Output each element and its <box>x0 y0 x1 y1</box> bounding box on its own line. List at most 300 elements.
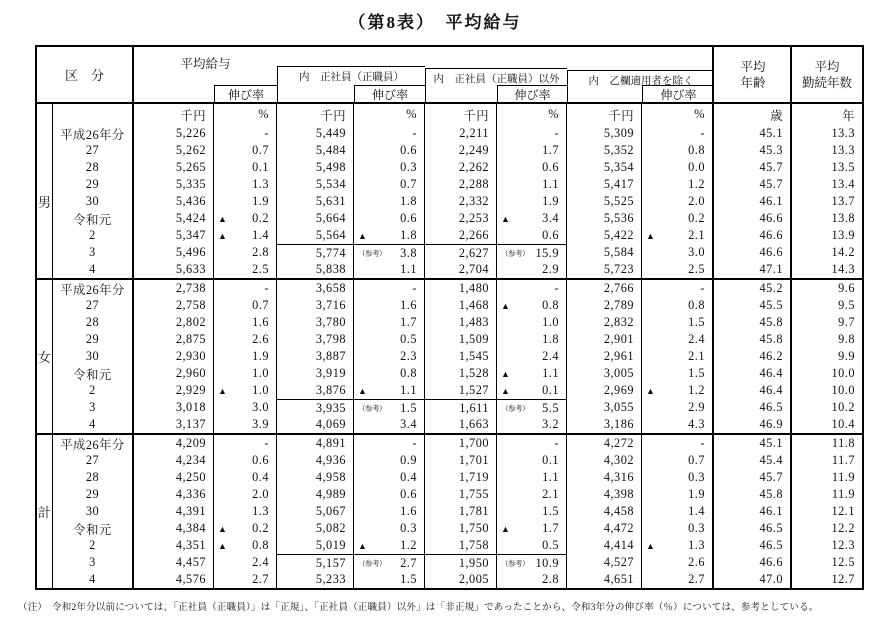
avg-salary-cell: 4,457 <box>134 554 214 571</box>
header-avg-salary: 平均給与 <box>180 57 231 71</box>
regular-rate-cell: - <box>354 435 425 452</box>
excl-otsu-cell: 3,005 <box>567 365 642 382</box>
avg-age-cell: 45.8 <box>714 331 792 348</box>
avg-salary-rate-cell: 0.7 <box>214 142 277 159</box>
unit-non-regular: 千円 <box>425 104 497 125</box>
avg-tenure-cell: 12.7 <box>831 572 855 586</box>
reference-mark: （参考） <box>501 558 529 568</box>
year-cell: 30 <box>53 503 134 520</box>
non-regular-cell: 2,249 <box>425 142 497 159</box>
table-row <box>53 244 862 261</box>
regular-rate-cell: 0.3 <box>354 520 425 537</box>
negative-mark: ▲ <box>501 385 510 396</box>
year-cell: 28 <box>53 469 134 486</box>
non-regular-cell: 1,755 <box>425 486 497 503</box>
avg-salary-cell: 4,234 <box>134 452 214 469</box>
excl-otsu-cell: 3,055 <box>567 399 642 416</box>
avg-age-cell: 45.2 <box>714 280 792 297</box>
excl-otsu-rate-cell: 0.7 <box>642 452 714 469</box>
table-row <box>53 261 862 278</box>
excl-otsu-rate-cell: 1.9 <box>642 486 714 503</box>
unit-excl-otsu-rate: % <box>642 104 714 125</box>
avg-age-cell: 45.8 <box>714 314 792 331</box>
non-regular-cell: 1,758 <box>425 537 497 554</box>
regular-cell: 3,876 <box>277 382 354 399</box>
avg-age-cell: 46.9 <box>714 416 792 433</box>
avg-tenure-cell: 11.9 <box>831 487 855 501</box>
avg-salary-cell: 5,496 <box>134 244 214 261</box>
regular-cell: 5,484 <box>277 142 354 159</box>
regular-rate-cell: 0.6 <box>354 486 425 503</box>
reference-mark: （参考） <box>358 403 386 413</box>
regular-cell: 3,798 <box>277 331 354 348</box>
regular-cell: 3,716 <box>277 297 354 314</box>
table-body <box>37 125 862 588</box>
non-regular-rate-cell: （参考） 10.9 <box>497 554 567 571</box>
avg-salary-rate-cell: 1.3 <box>214 503 277 520</box>
table-row <box>53 280 862 297</box>
avg-tenure-cell: 9.8 <box>838 332 855 346</box>
regular-rate-cell: 0.5 <box>354 331 425 348</box>
regular-cell: 5,564 <box>277 227 354 244</box>
year-cell: 3 <box>53 399 134 416</box>
excl-otsu-cell: 5,536 <box>567 210 642 227</box>
regular-rate-cell: 0.3 <box>354 159 425 176</box>
non-regular-cell: 2,332 <box>425 193 497 210</box>
negative-mark: ▲ <box>646 540 655 551</box>
excl-otsu-rate-cell: 0.8 <box>642 142 714 159</box>
non-regular-rate-cell: 1.1 <box>497 176 567 193</box>
non-regular-rate-cell: ▲ 0.8 <box>497 297 567 314</box>
excl-otsu-cell: 5,422 <box>567 227 642 244</box>
avg-salary-rate-cell: 1.0 <box>214 365 277 382</box>
negative-mark: ▲ <box>501 213 510 224</box>
regular-cell: 5,498 <box>277 159 354 176</box>
non-regular-rate-cell: 0.1 <box>497 452 567 469</box>
year-cell: 2 <box>53 537 134 554</box>
avg-age-cell: 46.5 <box>714 520 792 537</box>
avg-tenure-cell: 13.8 <box>831 211 855 225</box>
excl-otsu-cell: 5,309 <box>567 125 642 142</box>
non-regular-rate-cell: ▲ 3.4 <box>497 210 567 227</box>
avg-salary-rate-cell: 0.4 <box>214 469 277 486</box>
avg-tenure-cell: 12.2 <box>831 521 855 535</box>
non-regular-cell: 1,950 <box>425 554 497 571</box>
avg-tenure-cell: 9.9 <box>838 349 855 363</box>
regular-cell: 5,157 <box>277 554 354 571</box>
unit-avg-age: 歳 <box>714 104 792 125</box>
regular-rate-cell: - <box>354 125 425 142</box>
regular-cell: 5,631 <box>277 193 354 210</box>
avg-age-cell: 46.6 <box>714 244 792 261</box>
gender-label-female: 女 <box>37 280 53 433</box>
non-regular-rate-cell: 1.8 <box>497 331 567 348</box>
non-regular-rate-cell: ▲ 1.7 <box>497 520 567 537</box>
non-regular-cell: 2,005 <box>425 571 497 588</box>
table-row <box>53 435 862 452</box>
table-row <box>53 297 862 314</box>
avg-age-cell: 45.7 <box>714 176 792 193</box>
regular-rate-cell: 0.6 <box>354 142 425 159</box>
year-cell: 27 <box>53 452 134 469</box>
excl-otsu-rate-cell: 4.3 <box>642 416 714 433</box>
excl-otsu-cell: 4,527 <box>567 554 642 571</box>
avg-salary-cell: 2,875 <box>134 331 214 348</box>
avg-salary-cell: 4,336 <box>134 486 214 503</box>
excl-otsu-rate-cell: 2.9 <box>642 399 714 416</box>
regular-cell: 3,935 <box>277 399 354 416</box>
non-regular-rate-cell: - <box>497 125 567 142</box>
non-regular-cell: 1,480 <box>425 280 497 297</box>
excl-otsu-rate-cell: 2.5 <box>642 261 714 278</box>
excl-otsu-rate-cell: - <box>642 435 714 452</box>
excl-otsu-rate-cell: ▲ 1.3 <box>642 537 714 554</box>
table-row <box>53 365 862 382</box>
avg-salary-cell: 5,262 <box>134 142 214 159</box>
table-row <box>53 142 862 159</box>
excl-otsu-cell: 4,398 <box>567 486 642 503</box>
units-row <box>37 104 862 125</box>
excl-otsu-rate-cell: 2.0 <box>642 193 714 210</box>
table-row <box>53 537 862 554</box>
avg-salary-rate-cell: - <box>214 435 277 452</box>
table-row <box>53 554 862 571</box>
regular-rate-cell: 0.9 <box>354 452 425 469</box>
negative-mark: ▲ <box>218 230 227 241</box>
avg-age-cell: 45.8 <box>714 486 792 503</box>
avg-tenure-cell: 11.7 <box>831 453 855 467</box>
table-row <box>53 452 862 469</box>
year-cell: 30 <box>53 348 134 365</box>
avg-tenure-cell: 13.3 <box>831 126 855 140</box>
excl-otsu-rate-cell: 0.2 <box>642 210 714 227</box>
regular-rate-cell: （参考） 1.5 <box>354 399 425 416</box>
avg-salary-cell: 5,265 <box>134 159 214 176</box>
avg-age-cell: 45.7 <box>714 469 792 486</box>
excl-otsu-rate-cell: - <box>642 125 714 142</box>
avg-age-cell: 46.6 <box>714 554 792 571</box>
table-row <box>53 331 862 348</box>
non-regular-rate-cell: 1.5 <box>497 503 567 520</box>
excl-otsu-cell: 4,272 <box>567 435 642 452</box>
reference-mark: （参考） <box>501 403 529 413</box>
avg-tenure-cell: 13.7 <box>831 194 855 208</box>
avg-salary-rate-cell: ▲ 1.4 <box>214 227 277 244</box>
regular-cell: 3,887 <box>277 348 354 365</box>
excl-otsu-rate-cell: 1.5 <box>642 314 714 331</box>
excl-otsu-rate-cell: ▲ 2.1 <box>642 227 714 244</box>
non-regular-cell: 1,545 <box>425 348 497 365</box>
table-row <box>53 193 862 210</box>
regular-rate-cell: ▲ 1.2 <box>354 537 425 554</box>
non-regular-rate-cell: 2.1 <box>497 486 567 503</box>
unit-avg-salary-rate: % <box>214 104 277 125</box>
avg-salary-cell: 4,576 <box>134 571 214 588</box>
non-regular-rate-cell: 0.6 <box>497 159 567 176</box>
avg-age-cell: 45.7 <box>714 159 792 176</box>
regular-cell: 5,082 <box>277 520 354 537</box>
regular-rate-cell: 3.4 <box>354 416 425 433</box>
year-cell: 令和元 <box>53 365 134 382</box>
avg-salary-cell: 2,929 <box>134 382 214 399</box>
avg-salary-rate-cell: 2.0 <box>214 486 277 503</box>
unit-regular-rate: % <box>354 104 425 125</box>
excl-otsu-cell: 2,789 <box>567 297 642 314</box>
non-regular-rate-cell: 0.5 <box>497 537 567 554</box>
excl-otsu-cell: 4,651 <box>567 571 642 588</box>
avg-salary-cell: 2,738 <box>134 280 214 297</box>
non-regular-rate-cell: ▲ 1.1 <box>497 365 567 382</box>
regular-rate-cell: 0.7 <box>354 176 425 193</box>
gender-label-total: 計 <box>37 435 53 588</box>
avg-salary-cell: 2,930 <box>134 348 214 365</box>
avg-age-cell: 45.1 <box>714 125 792 142</box>
non-regular-rate-cell: 2.9 <box>497 261 567 278</box>
non-regular-rate-cell: 2.8 <box>497 571 567 588</box>
unit-avg-tenure: 年 <box>842 108 855 123</box>
non-regular-cell: 2,266 <box>425 227 497 244</box>
avg-salary-rate-cell: 2.8 <box>214 244 277 261</box>
avg-salary-rate-cell: 2.4 <box>214 554 277 571</box>
regular-cell: 5,838 <box>277 261 354 278</box>
avg-tenure-cell: 9.5 <box>838 298 855 312</box>
header-avg-tenure <box>790 47 862 102</box>
avg-salary-rate-cell: 1.9 <box>214 193 277 210</box>
avg-salary-cell: 2,960 <box>134 365 214 382</box>
non-regular-cell: 1,468 <box>425 297 497 314</box>
regular-rate-cell: 1.7 <box>354 314 425 331</box>
negative-mark: ▲ <box>358 230 367 241</box>
avg-salary-cell: 4,250 <box>134 469 214 486</box>
avg-tenure-cell: 10.0 <box>831 366 855 380</box>
avg-salary-cell: 4,391 <box>134 503 214 520</box>
year-cell: 29 <box>53 176 134 193</box>
year-cell: 令和元 <box>53 210 134 227</box>
header-avg-salary-rate: 伸び率 <box>214 85 277 102</box>
year-cell: 平成26年分 <box>53 280 134 297</box>
avg-salary-cell: 5,226 <box>134 125 214 142</box>
non-regular-cell: 1,700 <box>425 435 497 452</box>
excl-otsu-cell: 4,302 <box>567 452 642 469</box>
year-cell: 27 <box>53 297 134 314</box>
excl-otsu-cell: 2,961 <box>567 348 642 365</box>
table-row <box>53 571 862 588</box>
unit-non-regular-rate: % <box>497 104 567 125</box>
unit-avg-salary: 千円 <box>134 104 214 125</box>
gender-label-male: 男 <box>37 125 53 278</box>
year-cell: 4 <box>53 571 134 588</box>
year-cell: 27 <box>53 142 134 159</box>
header-non-regular-rate: 伸び率 <box>497 85 567 102</box>
non-regular-rate-cell: （参考） 15.9 <box>497 244 567 261</box>
avg-salary-cell: 5,633 <box>134 261 214 278</box>
year-cell: 2 <box>53 227 134 244</box>
avg-salary-rate-cell: ▲ 0.2 <box>214 210 277 227</box>
regular-cell: 4,958 <box>277 469 354 486</box>
excl-otsu-cell: 5,352 <box>567 142 642 159</box>
section-rows <box>53 435 862 588</box>
avg-tenure-cell: 13.4 <box>831 177 855 191</box>
excl-otsu-cell: 2,832 <box>567 314 642 331</box>
regular-cell: 5,449 <box>277 125 354 142</box>
non-regular-cell: 2,627 <box>425 244 497 261</box>
excl-otsu-rate-cell: 2.7 <box>642 571 714 588</box>
table-row <box>53 382 862 399</box>
header-excl-otsu-label: 内 乙欄適用者を除く <box>588 76 694 87</box>
avg-age-cell: 45.3 <box>714 142 792 159</box>
table-row <box>53 227 862 244</box>
excl-otsu-cell: 5,723 <box>567 261 642 278</box>
avg-age-cell: 46.6 <box>714 210 792 227</box>
non-regular-cell: 1,701 <box>425 452 497 469</box>
header-regular-label: 内 正社員（正職員） <box>299 72 404 83</box>
excl-otsu-rate-cell: 1.2 <box>642 176 714 193</box>
header-non-regular-label: 内 正社員（正職員）以外 <box>433 74 560 85</box>
non-regular-rate-cell: 0.6 <box>497 227 567 244</box>
avg-age-cell: 45.1 <box>714 435 792 452</box>
non-regular-cell: 1,781 <box>425 503 497 520</box>
avg-age-cell: 46.4 <box>714 382 792 399</box>
excl-otsu-rate-cell: 2.1 <box>642 348 714 365</box>
regular-rate-cell: ▲ 1.8 <box>354 227 425 244</box>
excl-otsu-rate-cell: 3.0 <box>642 244 714 261</box>
avg-tenure-cell: 11.9 <box>831 470 855 484</box>
non-regular-rate-cell: （参考） 5.5 <box>497 399 567 416</box>
header-avg-age-line2: 年齢 <box>740 75 766 90</box>
non-regular-cell: 1,483 <box>425 314 497 331</box>
year-cell: 令和元 <box>53 520 134 537</box>
avg-age-cell: 45.5 <box>714 297 792 314</box>
regular-rate-cell: - <box>354 280 425 297</box>
excl-otsu-cell: 5,417 <box>567 176 642 193</box>
table-row <box>53 469 862 486</box>
excl-otsu-rate-cell: 1.4 <box>642 503 714 520</box>
avg-salary-rate-cell: - <box>214 280 277 297</box>
avg-salary-rate-cell: 2.6 <box>214 331 277 348</box>
table-row <box>53 486 862 503</box>
reference-mark: （参考） <box>501 248 529 258</box>
regular-cell: 5,664 <box>277 210 354 227</box>
regular-rate-cell: 1.1 <box>354 261 425 278</box>
header-avg-age <box>712 47 792 102</box>
non-regular-rate-cell: ▲ 0.1 <box>497 382 567 399</box>
avg-age-cell: 46.1 <box>714 503 792 520</box>
regular-rate-cell: （参考） 3.8 <box>354 244 425 261</box>
table-row <box>53 503 862 520</box>
avg-salary-rate-cell: 0.1 <box>214 159 277 176</box>
salary-table <box>35 45 864 590</box>
avg-salary-rate-cell: 1.6 <box>214 314 277 331</box>
excl-otsu-cell: 4,316 <box>567 469 642 486</box>
avg-salary-rate-cell: 0.7 <box>214 297 277 314</box>
avg-tenure-cell: 9.7 <box>838 315 855 329</box>
avg-tenure-cell: 12.5 <box>831 555 855 569</box>
non-regular-rate-cell: 3.2 <box>497 416 567 433</box>
avg-salary-cell: 2,802 <box>134 314 214 331</box>
header-excl-otsu-rate: 伸び率 <box>642 85 714 102</box>
regular-rate-cell: 1.6 <box>354 503 425 520</box>
non-regular-rate-cell: 1.0 <box>497 314 567 331</box>
negative-mark: ▲ <box>501 300 510 311</box>
avg-tenure-cell: 13.3 <box>831 143 855 157</box>
table-row <box>53 314 862 331</box>
header-avg-tenure-line2: 勤続年数 <box>801 75 852 90</box>
avg-salary-rate-cell: 3.9 <box>214 416 277 433</box>
excl-otsu-rate-cell: 1.5 <box>642 365 714 382</box>
excl-otsu-cell: 3,186 <box>567 416 642 433</box>
avg-tenure-cell: 13.5 <box>831 160 855 174</box>
negative-mark: ▲ <box>218 540 227 551</box>
table-row <box>53 176 862 193</box>
excl-otsu-rate-cell: 2.4 <box>642 331 714 348</box>
avg-salary-cell: 4,384 <box>134 520 214 537</box>
avg-age-cell: 47.0 <box>714 571 792 588</box>
regular-cell: 4,069 <box>277 416 354 433</box>
unit-regular: 千円 <box>277 104 354 125</box>
section-rows <box>53 280 862 433</box>
year-cell: 平成26年分 <box>53 435 134 452</box>
avg-salary-rate-cell: ▲ 0.2 <box>214 520 277 537</box>
avg-age-cell: 46.1 <box>714 193 792 210</box>
avg-salary-rate-cell: ▲ 1.0 <box>214 382 277 399</box>
negative-mark: ▲ <box>646 385 655 396</box>
header-kubun: 区 分 <box>37 47 134 102</box>
regular-rate-cell: 0.4 <box>354 469 425 486</box>
avg-salary-cell: 2,758 <box>134 297 214 314</box>
year-cell: 30 <box>53 193 134 210</box>
avg-salary-cell: 5,335 <box>134 176 214 193</box>
year-cell: 平成26年分 <box>53 125 134 142</box>
year-cell: 4 <box>53 261 134 278</box>
table-section-male <box>37 125 862 280</box>
avg-tenure-cell: 9.6 <box>838 281 855 295</box>
non-regular-cell: 2,211 <box>425 125 497 142</box>
avg-salary-rate-cell: 2.7 <box>214 571 277 588</box>
non-regular-cell: 2,704 <box>425 261 497 278</box>
avg-salary-rate-cell: 0.6 <box>214 452 277 469</box>
reference-mark: （参考） <box>358 248 386 258</box>
regular-cell: 4,891 <box>277 435 354 452</box>
non-regular-cell: 1,663 <box>425 416 497 433</box>
table-row <box>53 159 862 176</box>
regular-cell: 3,919 <box>277 365 354 382</box>
avg-age-cell: 46.5 <box>714 399 792 416</box>
negative-mark: ▲ <box>218 213 227 224</box>
excl-otsu-cell: 2,766 <box>567 280 642 297</box>
excl-otsu-cell: 4,414 <box>567 537 642 554</box>
excl-otsu-rate-cell: 0.3 <box>642 469 714 486</box>
avg-tenure-cell: 10.2 <box>831 400 855 414</box>
year-cell: 4 <box>53 416 134 433</box>
year-cell: 29 <box>53 486 134 503</box>
regular-rate-cell: ▲ 1.1 <box>354 382 425 399</box>
regular-cell: 3,658 <box>277 280 354 297</box>
excl-otsu-rate-cell: 0.0 <box>642 159 714 176</box>
avg-age-cell: 46.5 <box>714 537 792 554</box>
avg-salary-rate-cell: ▲ 0.8 <box>214 537 277 554</box>
year-cell: 2 <box>53 382 134 399</box>
regular-rate-cell: （参考） 2.7 <box>354 554 425 571</box>
non-regular-cell: 2,262 <box>425 159 497 176</box>
header-avg-age-line1: 平均 <box>740 59 766 74</box>
regular-cell: 5,534 <box>277 176 354 193</box>
excl-otsu-rate-cell: - <box>642 280 714 297</box>
non-regular-cell: 1,509 <box>425 331 497 348</box>
avg-salary-cell: 5,347 <box>134 227 214 244</box>
avg-tenure-cell: 13.9 <box>831 228 855 242</box>
units-spacer-year <box>53 104 134 125</box>
reference-mark: （参考） <box>358 558 386 568</box>
